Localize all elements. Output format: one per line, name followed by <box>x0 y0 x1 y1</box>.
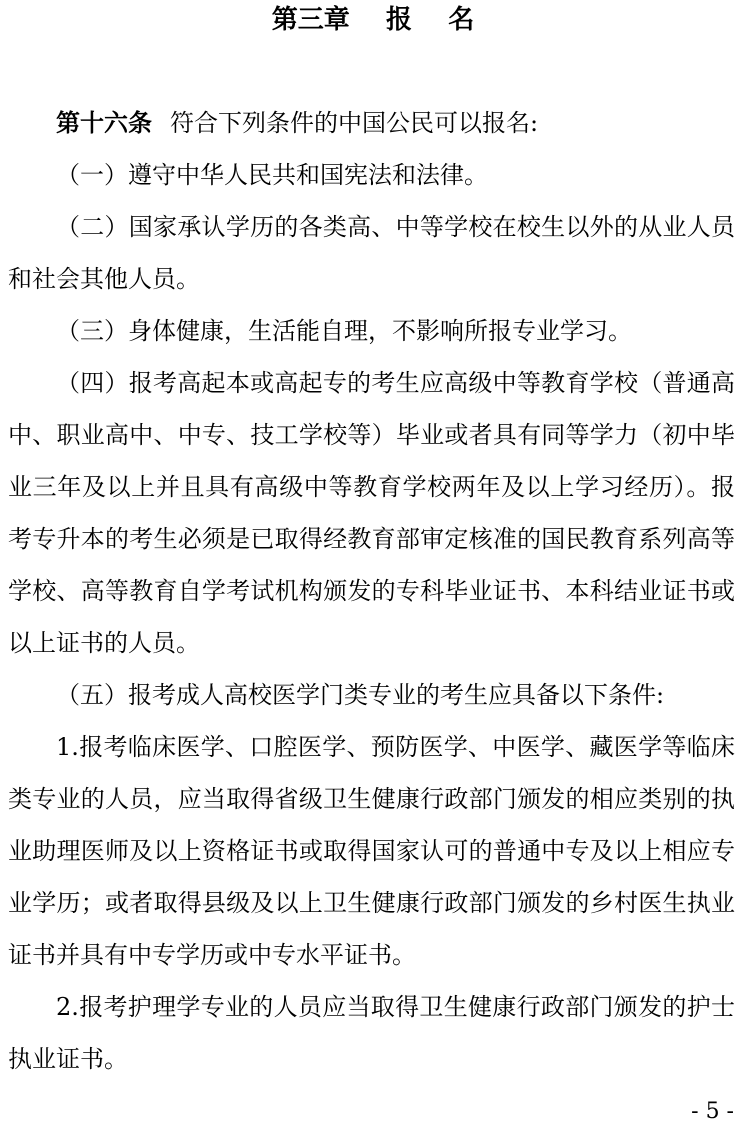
article-label: 第十六条 <box>56 109 152 137</box>
condition-item-5: （五）报考成人高校医学门类专业的考生应具备以下条件: <box>56 681 665 709</box>
condition-item-3: （三）身体健康，生活能自理，不影响所报专业学习。 <box>56 317 632 345</box>
article-16-intro <box>8 97 735 149</box>
article-body <box>8 97 735 1085</box>
page-number: - 5 - <box>691 1099 734 1124</box>
chapter-title: 第三章 报 名 <box>271 5 475 35</box>
medical-subitem-1: 1.报考临床医学、口腔医学、预防医学、中医学、藏医学等临床类专业的人员，应当取得省级卫生健康行政部门颁发的相应类别的执业助理医师及以上资格证书或取得国家认可的普通中专及以上相应专业学历；或者取得县级及以上卫生健康行政部门颁发的乡村医生执业证书并具有中专学历或中专水平证书。 <box>8 733 735 969</box>
condition-item-4: （四）报考高起本或高起专的考生应高级中等教育学校（普通高中、职业高中、中专、技工学校等）毕业或者具有同等学力（初中毕业三年及以上并且具有高级中等教育学校两年及以上学习经历）。报考专升本的考生必须是已取得经教育部审定核准的国民教育系列高等学校、高等教育自学考试机构颁发的专科毕业证书、本科结业证书或以上证书的人员。 <box>8 369 735 657</box>
article-intro-text: 符合下列条件的中国公民可以报名: <box>170 109 539 137</box>
condition-item-2: （二）国家承认学历的各类高、中等学校在校生以外的从业人员和社会其他人员。 <box>8 213 735 293</box>
condition-item-1: （一）遵守中华人民共和国宪法和法律。 <box>56 161 488 189</box>
medical-subitem-2: 2.报考护理学专业的人员应当取得卫生健康行政部门颁发的护士执业证书。 <box>8 993 735 1073</box>
